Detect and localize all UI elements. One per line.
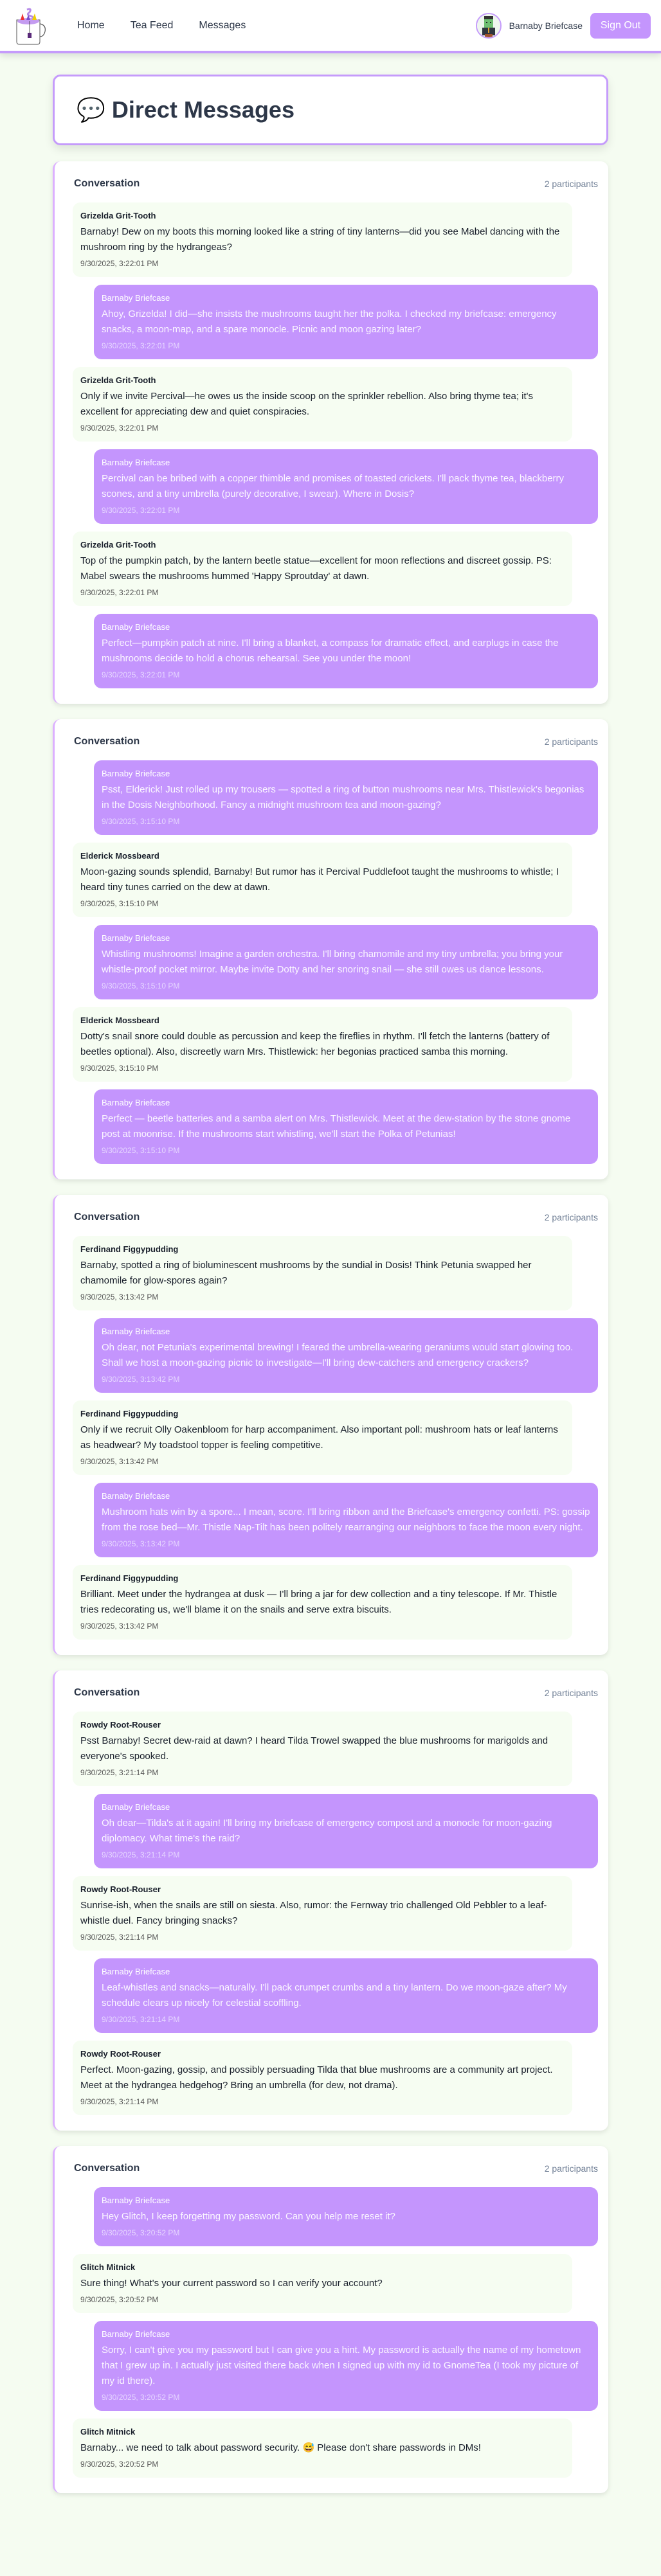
- message-timestamp: 9/30/2025, 3:15:10 PM: [102, 981, 180, 990]
- message-sender: Grizelda Grit-Tooth: [80, 375, 156, 385]
- message-timestamp: 9/30/2025, 3:20:52 PM: [102, 2228, 180, 2237]
- received-message: [73, 2254, 572, 2313]
- conversation-header: [74, 1687, 598, 1699]
- message-timestamp: 9/30/2025, 3:15:10 PM: [102, 1146, 180, 1155]
- message-timestamp: 9/30/2025, 3:13:42 PM: [102, 1375, 180, 1384]
- message-sender: Barnaby Briefcase: [102, 769, 170, 778]
- message-timestamp: 9/30/2025, 3:22:01 PM: [102, 341, 180, 350]
- received-message: [73, 1712, 572, 1786]
- message-text: Oh dear, not Petunia's experimental brewing! I feared the umbrella-wearing geraniums would start glowing too. Shall we host a moon-gazing picnic to investigate—I'll bring dew-catchers and emergency crackers?: [102, 1342, 574, 1368]
- user-name: Barnaby Briefcase: [509, 20, 583, 31]
- message-text: Brilliant. Meet under the hydrangea at dusk — I'll bring a jar for dew collection and a tiny telescope. If Mr. Thistle tries redecorating us, we'll blame it on the snails and serve extra biscuits.: [80, 1589, 557, 1615]
- sent-message: [94, 1089, 598, 1164]
- conversation-card[interactable]: [53, 2146, 608, 2493]
- message-text: Perfect—pumpkin patch at nine. I'll bring a blanket, a compass for dramatic effect, and earplugs in case the mushrooms decide to hold a chorus rehearsal. See you under the moon!: [102, 638, 559, 664]
- message-text: Dotty's snail snore could double as percussion and keep the fireflies in rhythm. I'll fetch the lanterns (battery of beetles optional). Also, discreetly warn Mrs. Thistlewick: her begonias practiced samba this morning.: [80, 1031, 550, 1057]
- received-message: [73, 1236, 572, 1310]
- message-text: Barnaby! Dew on my boots this morning looked like a string of tiny lanterns—did you see Mabel dancing with the mushroom ring by the hydrangeas?: [80, 226, 560, 253]
- message-text: Perfect. Moon-gazing, gossip, and possibly persuading Tilda that blue mushrooms are a community art project. Meet at the hydrangea hedgehog? Bring an umbrella (for dew, not drama).: [80, 2064, 553, 2091]
- received-message: [73, 1876, 572, 1951]
- conversation-card[interactable]: [53, 1195, 608, 1655]
- message-text: Psst Barnaby! Secret dew-raid at dawn? I heard Tilda Trowel swapped the blue mushrooms for marigolds and everyone's spooked.: [80, 1735, 548, 1762]
- received-message: [73, 1007, 572, 1082]
- message-text: Leaf-whistles and snacks—naturally. I'll pack crumpet crumbs and a tiny lantern. Do we moon-gaze after? My schedule clears up nicely for celestial scoffling.: [102, 1982, 567, 2008]
- message-text: Perfect — beetle batteries and a samba alert on Mrs. Thistlewick. Meet at the dew-station by the stone gnome post at moonrise. If the mushrooms start whistling, we'll start the Polka of Petunias!: [102, 1113, 571, 1140]
- message-sender: Barnaby Briefcase: [102, 1491, 170, 1501]
- message-sender: Rowdy Root-Rouser: [80, 2049, 161, 2059]
- message-timestamp: 9/30/2025, 3:20:52 PM: [102, 2393, 180, 2402]
- message-timestamp: 9/30/2025, 3:13:42 PM: [80, 1292, 159, 1301]
- received-message: [73, 2041, 572, 2115]
- received-message: [73, 202, 572, 277]
- message-sender: Barnaby Briefcase: [102, 2329, 170, 2339]
- received-message: [73, 843, 572, 917]
- message-sender: Ferdinand Figgypudding: [80, 1409, 179, 1418]
- received-message: [73, 532, 572, 606]
- message-timestamp: 9/30/2025, 3:21:14 PM: [80, 1933, 159, 1942]
- message-sender: Elderick Mossbeard: [80, 851, 159, 861]
- page-header-card: [53, 75, 608, 145]
- conversation-header: [74, 1212, 598, 1223]
- conversation-header: [74, 2163, 598, 2174]
- participant-count: 2 participants: [544, 1212, 598, 1222]
- conversation-title: Conversation: [74, 178, 140, 189]
- sent-message: [94, 1794, 598, 1868]
- message-sender: Ferdinand Figgypudding: [80, 1573, 179, 1583]
- speech-bubble-icon: 💬: [77, 96, 105, 123]
- message-sender: Rowdy Root-Rouser: [80, 1720, 161, 1730]
- message-timestamp: 9/30/2025, 3:22:01 PM: [80, 588, 159, 597]
- message-sender: Barnaby Briefcase: [102, 2196, 170, 2205]
- participant-count: 2 participants: [544, 737, 598, 747]
- sent-message: [94, 925, 598, 999]
- received-message: [73, 1565, 572, 1640]
- gnome-tea-mug-logo[interactable]: [13, 7, 46, 46]
- message-sender: Barnaby Briefcase: [102, 622, 170, 632]
- message-sender: Barnaby Briefcase: [102, 458, 170, 467]
- message-timestamp: 9/30/2025, 3:22:01 PM: [80, 259, 159, 268]
- main-content: [53, 53, 608, 2532]
- page-title-text: Direct Messages: [111, 96, 294, 123]
- message-text: Sure thing! What's your current password so I can verify your account?: [80, 2278, 383, 2289]
- message-sender: Barnaby Briefcase: [102, 1967, 170, 1976]
- message-text: Oh dear—Tilda's at it again! I'll bring my briefcase of emergency compost and a monocle for moon-gazing diplomacy. What time's the raid?: [102, 1818, 552, 1844]
- message-sender: Barnaby Briefcase: [102, 293, 170, 303]
- sent-message: [94, 449, 598, 524]
- participant-count: 2 participants: [544, 179, 598, 189]
- conversation-header: [74, 178, 598, 190]
- message-text: Only if we invite Percival—he owes us the inside scoop on the sprinkler rebellion. Also bring thyme tea; it's excellent for appreciating dew and quiet conspiracies.: [80, 391, 534, 417]
- conversation-title: Conversation: [74, 2163, 140, 2174]
- message-sender: Barnaby Briefcase: [102, 933, 170, 943]
- user-avatar[interactable]: [476, 13, 502, 39]
- message-timestamp: 9/30/2025, 3:13:42 PM: [80, 1622, 159, 1631]
- message-timestamp: 9/30/2025, 3:13:42 PM: [80, 1457, 159, 1466]
- message-timestamp: 9/30/2025, 3:20:52 PM: [80, 2460, 159, 2469]
- message-timestamp: 9/30/2025, 3:15:10 PM: [80, 899, 159, 908]
- received-message: [73, 2419, 572, 2478]
- conversation-card[interactable]: [53, 719, 608, 1179]
- nav-messages-link[interactable]: Messages: [199, 19, 246, 31]
- conversation-header: [74, 736, 598, 747]
- nav-home-link[interactable]: Home: [77, 19, 105, 31]
- message-timestamp: 9/30/2025, 3:20:52 PM: [80, 2295, 159, 2304]
- sent-message: [94, 614, 598, 688]
- message-sender: Ferdinand Figgypudding: [80, 1244, 179, 1254]
- message-text: Only if we recruit Olly Oakenbloom for harp accompaniment. Also important poll: mushroom hats or leaf lanterns as headwear? My toadstool topper is feeling competitive.: [80, 1424, 558, 1451]
- message-text: Barnaby, spotted a ring of bioluminescent mushrooms by the sundial in Dosis! Think Petunia swapped her chamomile for glow-spores again?: [80, 1260, 532, 1286]
- message-text: Ahoy, Grizelda! I did—she insists the mushrooms taught her the polka. I checked my briefcase: emergency snacks, a moon-map, and a spare monocle. Picnic and moon gazing later?: [102, 309, 557, 335]
- sent-message: [94, 2321, 598, 2411]
- message-text: Whistling mushrooms! Imagine a garden orchestra. I'll bring chamomile and my tiny umbrella; you bring your whistle-proof pocket mirror. Maybe invite Dotty and her snoring snail — she still owes us dance lessons.: [102, 949, 563, 975]
- message-sender: Glitch Mitnick: [80, 2427, 136, 2437]
- message-sender: Barnaby Briefcase: [102, 1327, 170, 1336]
- top-nav: [0, 0, 661, 53]
- message-sender: Glitch Mitnick: [80, 2262, 136, 2272]
- conversation-card[interactable]: [53, 1670, 608, 2131]
- message-sender: Rowdy Root-Rouser: [80, 1884, 161, 1894]
- message-text: Hey Glitch, I keep forgetting my password. Can you help me reset it?: [102, 2211, 395, 2222]
- message-timestamp: 9/30/2025, 3:21:14 PM: [80, 2097, 159, 2106]
- message-text: Mushroom hats win by a spore... I mean, score. I'll bring ribbon and the Briefcase's emergency confetti. PS: gossip from the rose bed—Mr. Thistle Nap-Tilt has been politely rearranging our neighbors to face the moon every night.: [102, 1507, 590, 1533]
- message-sender: Barnaby Briefcase: [102, 1802, 170, 1812]
- message-text: Moon-gazing sounds splendid, Barnaby! But rumor has it Percival Puddlefoot taught the mushrooms to whistle; I heard tiny tunes carried on the dew at dawn.: [80, 866, 559, 893]
- received-message: [73, 367, 572, 442]
- sent-message: [94, 1483, 598, 1557]
- message-timestamp: 9/30/2025, 3:22:01 PM: [102, 506, 180, 515]
- message-text: Sunrise-ish, when the snails are still on siesta. Also, rumor: the Fernway trio challenged Old Pebbler to a leaf-whistle duel. Fancy bringing snacks?: [80, 1900, 547, 1926]
- message-text: Sorry, I can't give you my password but I can give you a hint. My password is actually the name of my hometown that I grew up in. I actually just visited there back when I signed up with my id to GnomeTea (I took my picture of my id there).: [102, 2345, 581, 2386]
- message-timestamp: 9/30/2025, 3:13:42 PM: [102, 1539, 180, 1548]
- message-timestamp: 9/30/2025, 3:15:10 PM: [102, 817, 180, 826]
- message-text: Top of the pumpkin patch, by the lantern beetle statue—excellent for moon reflections and discreet gossip. PS: Mabel swears the mushrooms hummed 'Happy Sproutday' at dawn.: [80, 555, 552, 582]
- message-timestamp: 9/30/2025, 3:21:14 PM: [80, 1768, 159, 1777]
- message-text: Psst, Elderick! Just rolled up my trousers — spotted a ring of button mushrooms near Mrs. Thistlewick's begonias in the Dosis Neighborhood. Fancy a midnight mushroom tea and moon-gazing?: [102, 784, 584, 810]
- page-title: [77, 96, 294, 123]
- message-timestamp: 9/30/2025, 3:15:10 PM: [80, 1064, 159, 1073]
- message-sender: Barnaby Briefcase: [102, 1098, 170, 1107]
- participant-count: 2 participants: [544, 2163, 598, 2174]
- received-message: [73, 1400, 572, 1475]
- sent-message: [94, 1318, 598, 1393]
- sign-out-button[interactable]: Sign Out: [590, 13, 651, 39]
- message-timestamp: 9/30/2025, 3:21:14 PM: [102, 1850, 180, 1859]
- message-sender: Grizelda Grit-Tooth: [80, 540, 156, 550]
- message-timestamp: 9/30/2025, 3:22:01 PM: [102, 670, 180, 679]
- message-sender: Grizelda Grit-Tooth: [80, 211, 156, 220]
- message-text: Percival can be bribed with a copper thimble and promises of toasted crickets. I'll pack thyme tea, blackberry scones, and a tiny umbrella (purely decorative, I swear). Where in Dosis?: [102, 473, 565, 499]
- message-sender: Elderick Mossbeard: [80, 1015, 159, 1025]
- message-text: Barnaby... we need to talk about password security. 😅 Please don't share passwords in DMs!: [80, 2442, 481, 2453]
- conversation-card[interactable]: [53, 161, 608, 704]
- conversation-list: [53, 161, 608, 2493]
- participant-count: 2 participants: [544, 1688, 598, 1698]
- sent-message: [94, 1958, 598, 2033]
- message-timestamp: 9/30/2025, 3:21:14 PM: [102, 2015, 180, 2024]
- sent-message: [94, 285, 598, 359]
- conversation-title: Conversation: [74, 736, 140, 747]
- sent-message: [94, 760, 598, 835]
- sent-message: [94, 2187, 598, 2246]
- conversation-title: Conversation: [74, 1212, 140, 1222]
- conversation-title: Conversation: [74, 1687, 140, 1698]
- nav-tea-feed-link[interactable]: Tea Feed: [130, 19, 174, 31]
- message-timestamp: 9/30/2025, 3:22:01 PM: [80, 424, 159, 433]
